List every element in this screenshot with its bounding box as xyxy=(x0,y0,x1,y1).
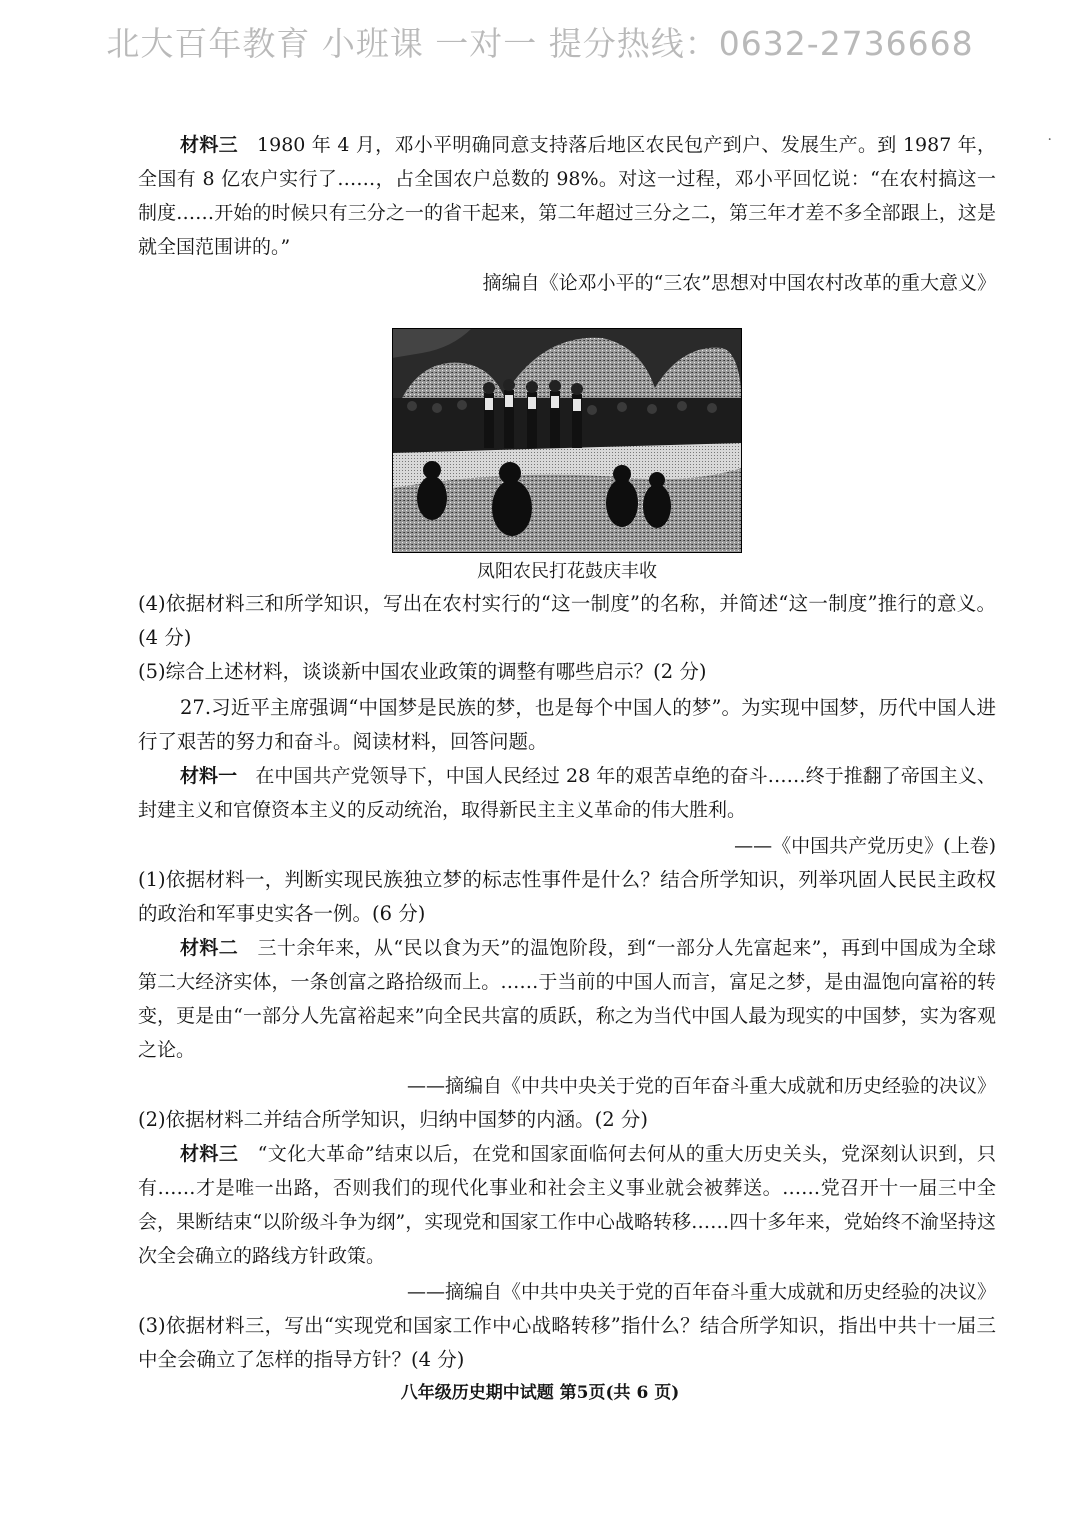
question-27-3: (3)依据材料三，写出“实现党和国家工作中心战略转移”指什么？结合所学知识，指出中共十一届三中全会确立了怎样的指导方针？(4 分) xyxy=(138,1314,996,1371)
scan-mark: · xyxy=(1047,132,1052,148)
question-4: (4)依据材料三和所学知识，写出在农村实行的“这一制度”的名称，并简述“这一制度”推行的意义。(4 分) xyxy=(138,592,996,649)
material-3b-paragraph xyxy=(138,1137,996,1273)
photo-figure xyxy=(392,328,742,587)
material-label: 材料一 xyxy=(180,765,238,787)
material-text: “文化大革命”结束以后，在党和国家面临何去何从的重大历史关头，党深刻认识到，只有……才是唯一出路，否则我们的现代化事业和社会主义事业就会被葬送。……党召开十一届三中全会，果断结束“以阶级斗争为纲”，实现党和国家工作中心战略转移……四十多年来，党始终不渝坚持这次全会确立的路线方针政策。 xyxy=(138,1143,996,1267)
material-text: 在中国共产党领导下，中国人民经过 28 年的艰苦卓绝的奋斗……终于推翻了帝国主义、封建主义和官僚资本主义的反动统治，取得新民主主义革命的伟大胜利。 xyxy=(138,765,996,821)
fengyang-photo xyxy=(392,328,742,553)
question-27-2: (2)依据材料二并结合所学知识，归纳中国梦的内涵。(2 分) xyxy=(138,1108,648,1131)
question-27-intro: 27.习近平主席强调“中国梦是民族的梦，也是每个中国人的梦”。为实现中国梦，历代中国人进行了艰苦的努力和奋斗。阅读材料，回答问题。 xyxy=(138,696,996,753)
page-footer: 八年级历史期中试题 第5页(共 6 页) xyxy=(400,1383,680,1403)
material-1-paragraph xyxy=(138,759,996,827)
exam-page xyxy=(138,128,996,1377)
material-source: 摘编自《论邓小平的“三农”思想对中国农村改革的重大意义》 xyxy=(482,272,996,294)
material-text: 三十余年来，从“民以食为天”的温饱阶段，到“一部分人先富起来”，再到中国成为全球第二大经济实体，一条创富之路拾级而上。……于当前的中国人而言，富足之梦，是由温饱向富裕的转变，更是由“一部分人先富裕起来”向全民共富的质跃，称之为当代中国人最为现实的中国梦，实为客观之论。 xyxy=(138,937,996,1061)
watermark: 北大百年教育 小班课 一对一 提分热线：0632-2736668 xyxy=(106,24,974,63)
photo-caption: 凤阳农民打花鼓庆丰收 xyxy=(477,561,657,582)
material-2-paragraph xyxy=(138,931,996,1067)
question-27-1: (1)依据材料一，判断实现民族独立梦的标志性事件是什么？结合所学知识，列举巩固人民民主政权的政治和军事史实各一例。(6 分) xyxy=(138,868,996,925)
material-label: 材料三 xyxy=(180,1143,239,1165)
material-label: 材料二 xyxy=(180,937,239,959)
material-source: ——《中国共产党历史》(上卷) xyxy=(734,835,996,857)
material-3-paragraph xyxy=(138,128,996,264)
question-5: (5)综合上述材料，谈谈新中国农业政策的调整有哪些启示？(2 分) xyxy=(138,660,707,683)
material-text: 1980 年 4 月，邓小平明确同意支持落后地区农民包产到户、发展生产。到 1987 年，全国有 8 亿农户实行了……，占全国农户总数的 98%。对这一过程，邓小平回忆说：“在农村搞这一制度……开始的时候只有三分之一的省干起来，第二年超过三分之二，第三年才差不多全部跟上，这是就全国范围讲的。” xyxy=(138,134,996,258)
material-source: ——摘编自《中共中央关于党的百年奋斗重大成就和历史经验的决议》 xyxy=(406,1075,996,1097)
material-label: 材料三 xyxy=(180,134,238,156)
material-source: ——摘编自《中共中央关于党的百年奋斗重大成就和历史经验的决议》 xyxy=(406,1281,996,1303)
